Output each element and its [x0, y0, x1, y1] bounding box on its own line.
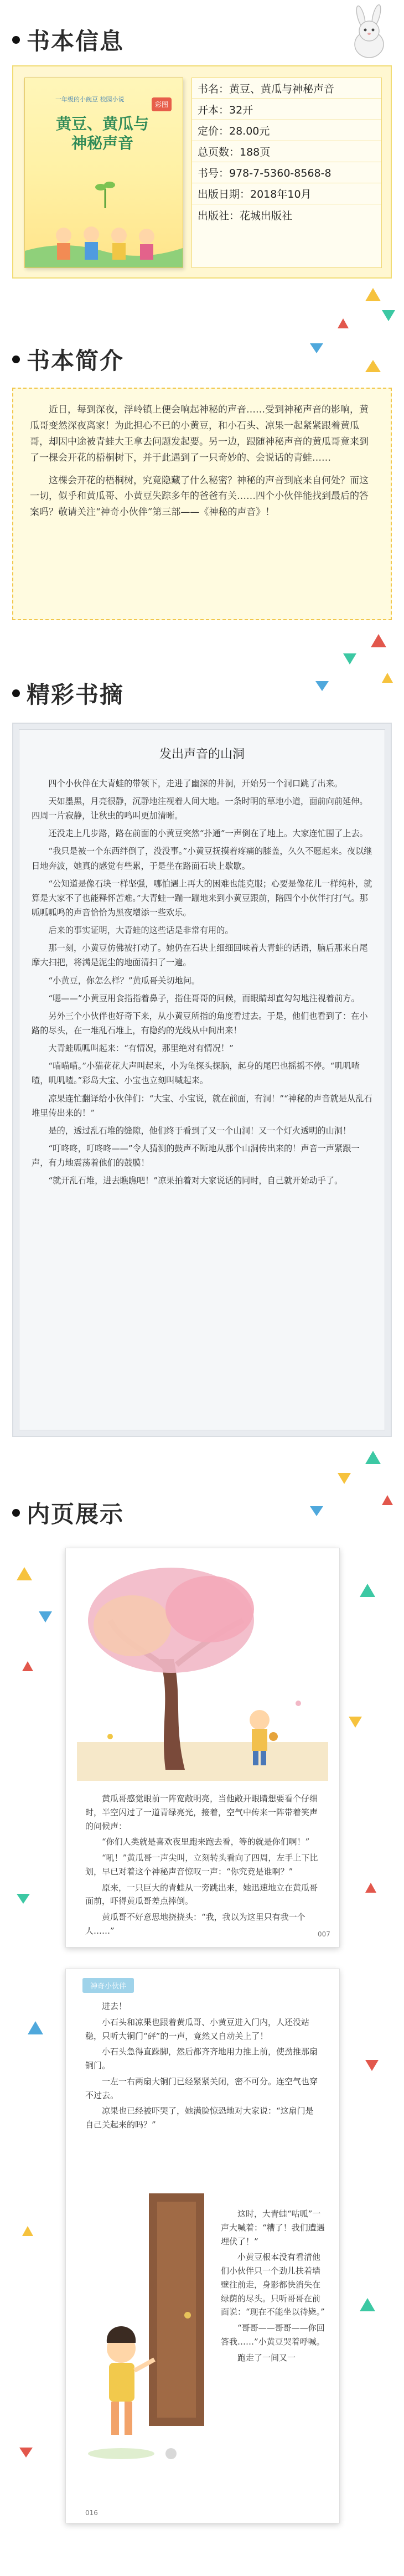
decorative-triangle [39, 1611, 52, 1622]
excerpt-paragraph: 后来的事实证明，大青蛙的这些话是非常有用的。 [48, 925, 234, 936]
section-excerpt-header [12, 680, 124, 707]
preview-paragraph: 凉果也已经被吓哭了，她满脸惊恐地对大家说：“这扇门是自己关起来的吗？” [85, 2106, 314, 2130]
section-title: 书本简介 [27, 347, 125, 374]
book-cover-image [24, 78, 183, 268]
preview-paragraph: 小黄豆根本没有看清他们小伙伴只一个劲儿扶着墙壁往前走，身影都快消失在绿荫的尽头。只听哥哥在前面说：“现在不能坐以待毙。” [221, 2252, 325, 2317]
excerpt-paragraph: 凉果连忙翻译给小伙伴们：“大宝、小宝说，就在前面，有洞！”“神秘的声音就是从乱石堆里传出来的！” [32, 1093, 372, 1118]
info-row-title: 书名：黄豆、黄瓜与神秘声音 [192, 78, 381, 99]
decorative-triangle [28, 2021, 43, 2034]
preview-paragraph: “哥哥——哥哥——你回答我……”小黄豆哭着呼喊。 [221, 2323, 325, 2347]
decorative-triangle [382, 310, 395, 321]
preview-paragraph: 跑走了一间又一 [237, 2352, 296, 2363]
excerpt-content [19, 729, 385, 1430]
preview-paragraph: 进去！ [102, 2001, 127, 2011]
excerpt-title: 发出声音的山洞 [159, 748, 245, 761]
decorative-triangle [310, 1506, 323, 1516]
excerpt-paragraph: “叮咚咚，叮咚咚——”令人猜测的鼓声不断地从那个山洞传出来的！声音一声紧跟一声，有力地震荡着他们的鼓膜！ [32, 1143, 360, 1168]
cover-badge: 彩图 [152, 97, 172, 111]
decorative-triangle [371, 634, 386, 647]
preview-paragraph: 小石头和凉果也跟着黄瓜哥、小黄豆进入门内，人还没站稳，只听大铜门“砰”的一声，竟然又自动关上了！ [85, 2017, 310, 2041]
decorative-triangle [343, 653, 356, 664]
decorative-triangle [22, 1661, 33, 1671]
preview-paragraph: “你们人类就是喜欢夜里跑来跑去看，等的就是你们啊！” [102, 1837, 310, 1847]
decorative-triangle [360, 1584, 375, 1597]
preview-page-1-text [85, 1792, 320, 1940]
preview-paragraph: “吼！”黄瓜哥一声尖叫，立刻转头看向了四周，左手上下比划，早已对着这个神秘声音惊叹一声：“你究竟是谁啊？” [85, 1853, 318, 1877]
preview-paragraph: 黄瓜哥感觉眼前一阵宽敞明亮，当他敞开眼睛想要看个仔细时，半空闪过了一道青绿亮光，接着，空气中传来一阵带着笑声的问候声： [85, 1794, 318, 1831]
info-row-price: 定价：28.00元 [192, 120, 381, 141]
decorative-triangle [17, 1567, 32, 1580]
decorative-triangle [382, 673, 393, 683]
bullet-dot-icon [12, 36, 20, 44]
cover-kids-illustration [25, 207, 183, 267]
preview-paragraph: 小石头急得直跺脚，然后都齐齐地用力推上前，使劲推那扇铜门。 [85, 2047, 318, 2070]
door-girl-illustration [82, 2193, 210, 2498]
excerpt-paragraph: 天如墨黑，月亮很静，沉静地注视着人间大地。一条时明的草地小道，面前向前延伸。四周一片寂静，让秋虫的鸣叫更加清晰。 [32, 796, 368, 821]
excerpt-paragraph: 是的，透过乱石堆的缝隙，他们终于看到了又一个山洞！又一个灯火透明的山洞！ [48, 1125, 351, 1136]
decorative-triangle [22, 2226, 33, 2236]
rabbit-illustration [344, 4, 394, 60]
excerpt-paragraph: 还没走上几步路，路在前面的小黄豆突然“扑通”一声倒在了地上。大家连忙围了上去。 [48, 828, 368, 839]
cover-title: 黄豆、黄瓜与神秘声音 [55, 115, 149, 152]
excerpt-paragraph: 四个小伙伴在大青蛙的带领下，走进了幽深的井洞，开始另一个洞口跳了出来。 [48, 778, 343, 789]
section-book-info-header [12, 27, 124, 53]
bullet-dot-icon [12, 689, 20, 697]
excerpt-paragraph: 大青蛙呱呱叫起来：“有情况，那里绝对有情况！” [48, 1043, 234, 1054]
excerpt-paragraph: 那一刻，小黄豆仿佛被打动了。她仍在石块上细细回味着大青蛙的话语，脑后那来自尾摩大扫把，将满是泥尘的地面清扫了一遍。 [32, 943, 368, 968]
section-title: 精彩书摘 [27, 681, 125, 708]
excerpt-paragraph: 另外三个小伙伴也好奇下来，从小黄豆所指的角度看过去。于是，他们也看到了：在小路的尽头，在一堆乱石堆上，有隐约的光线从中间出来！ [32, 1011, 368, 1035]
decorative-triangle [338, 318, 349, 328]
cover-series-text: 一年级的小豌豆 校园小说 [55, 96, 125, 103]
info-row-pubdate: 出版日期：2018年10月 [192, 183, 381, 204]
excerpt-paragraph: “我只是被一个东西绊倒了，没没事。”小黄豆抚摸着疼痛的膝盖，久久不愿起来。夜以继日地奔波，她真的感觉有些累，于是坐在路面石块上歇歇。 [32, 846, 372, 871]
excerpt-paragraph: “公知道是像石块一样坚强，哪怕遇上再大的困难也能克服；心要是像花儿一样纯朴，就算是大家不了也能释怀苦难。”大青蛙一蹦一蹦地来到小黄豆跟前，陪四个小伙伴打打气。那呱呱呱鸣的声音恰恰为黑夜增添一些欢乐。 [32, 878, 372, 918]
decorative-triangle [349, 1717, 362, 1728]
decorative-triangle [315, 681, 329, 691]
excerpt-paragraph: “嗯——”小黄豆用食指指着鼻子，指住哥哥的问候，而眼睛却直勾勾地注视着前方。 [48, 993, 360, 1003]
info-row-publisher: 出版社：花城出版社 [198, 209, 293, 222]
section-title: 内页展示 [27, 1501, 125, 1528]
decorative-triangle [17, 1894, 30, 1904]
info-row-pages: 总页数：188页 [192, 141, 381, 162]
intro-paragraph: 这棵会开花的梧桐树，究竟隐藏了什么秘密？神秘的声音到底来自何处？而这一切，似乎和黄瓜哥、小黄豆失踪多年的爸爸有关……四个小伙伴能找到最后的答案吗？敬请关注“神奇小伙伴”第三部——《神秘的声音》！ [30, 475, 369, 518]
excerpt-paragraph: “小黄豆，你怎么样？”黄瓜哥关切地问。 [48, 975, 200, 986]
intro-paragraph: 近日，每到深夜，浮岭镇上便会响起神秘的声音……受到神秘声音的影响，黄瓜哥变然深夜离家！为此担心不已的小黄豆，和小石头、凉果一起紧紧跟着黄瓜哥，却因中途被青蛙大王拿去问题发起要。另一边，跟随神秘声音的黄瓜哥竟来到了一棵会开花的梧桐树下，并于此遇到了一只奇妙的、会说话的青蛙…… [30, 404, 369, 463]
preview-page-2-text [85, 2000, 320, 2134]
chapter-tag: 神奇小伙伴 [82, 1978, 134, 1993]
info-row-isbn: 书号：978-7-5360-8568-8 [192, 162, 381, 183]
intro-panel [12, 388, 392, 620]
preview-page-2-side-text [221, 2207, 326, 2367]
decorative-triangle [365, 1883, 376, 1893]
preview-page-1 [65, 1548, 340, 1948]
preview-page-2 [65, 1969, 340, 2523]
decorative-triangle [365, 360, 381, 372]
decorative-triangle [310, 343, 323, 353]
decorative-triangle [365, 1451, 381, 1464]
excerpt-paragraph: “喵喵喵。”小猫花花大声叫起来，小为龟探头探脑，起身的尾巴也摇摇不停。“叽叽喳喳，叽叽喳。”彩岛大宝、小宝也立刻叫喊起来。 [32, 1061, 360, 1086]
sprout-icon [94, 175, 116, 208]
excerpt-panel [12, 723, 392, 1437]
decorative-triangle [360, 2298, 375, 2311]
decorative-triangle [338, 1473, 351, 1484]
preview-paragraph: 这时，大青蛙“咕呱”一声大喊着：“糟了！我们遭遇埋伏了！” [221, 2209, 325, 2247]
tree-illustration [77, 1559, 328, 1781]
info-row-format: 开本：32开 [192, 99, 381, 120]
page-number: 016 [85, 2509, 98, 2517]
decorative-triangle [365, 2060, 379, 2071]
bullet-dot-icon [12, 356, 20, 363]
book-info-panel [12, 65, 392, 279]
decorative-triangle [382, 1495, 393, 1505]
section-preview-header [12, 1500, 124, 1526]
preview-paragraph: 一左一右两扇大铜门已经紧紧关闭，密不可分。连空气也穿不过去。 [85, 2076, 318, 2100]
bullet-dot-icon [12, 1509, 20, 1517]
decorative-triangle [19, 2448, 33, 2457]
preview-paragraph: 黄瓜哥不好意思地挠挠头：“我，我以为这里只有我一个人……” [85, 1912, 305, 1936]
preview-paragraph: 原来，一只巨大的青蛙从一旁跳出来，她迅速地立在黄瓜哥面前，吓得黄瓜哥差点摔倒。 [85, 1882, 318, 1907]
page-number: 007 [318, 1930, 330, 1938]
excerpt-paragraph: “就开乱石堆，进去瞧瞧吧！”凉果拍着对大家说话的同时，自己就开始动手了。 [48, 1176, 343, 1186]
decorative-triangle [365, 288, 381, 301]
section-intro-header [12, 346, 124, 373]
book-info-table [191, 78, 382, 268]
section-title: 书本信息 [27, 28, 125, 55]
